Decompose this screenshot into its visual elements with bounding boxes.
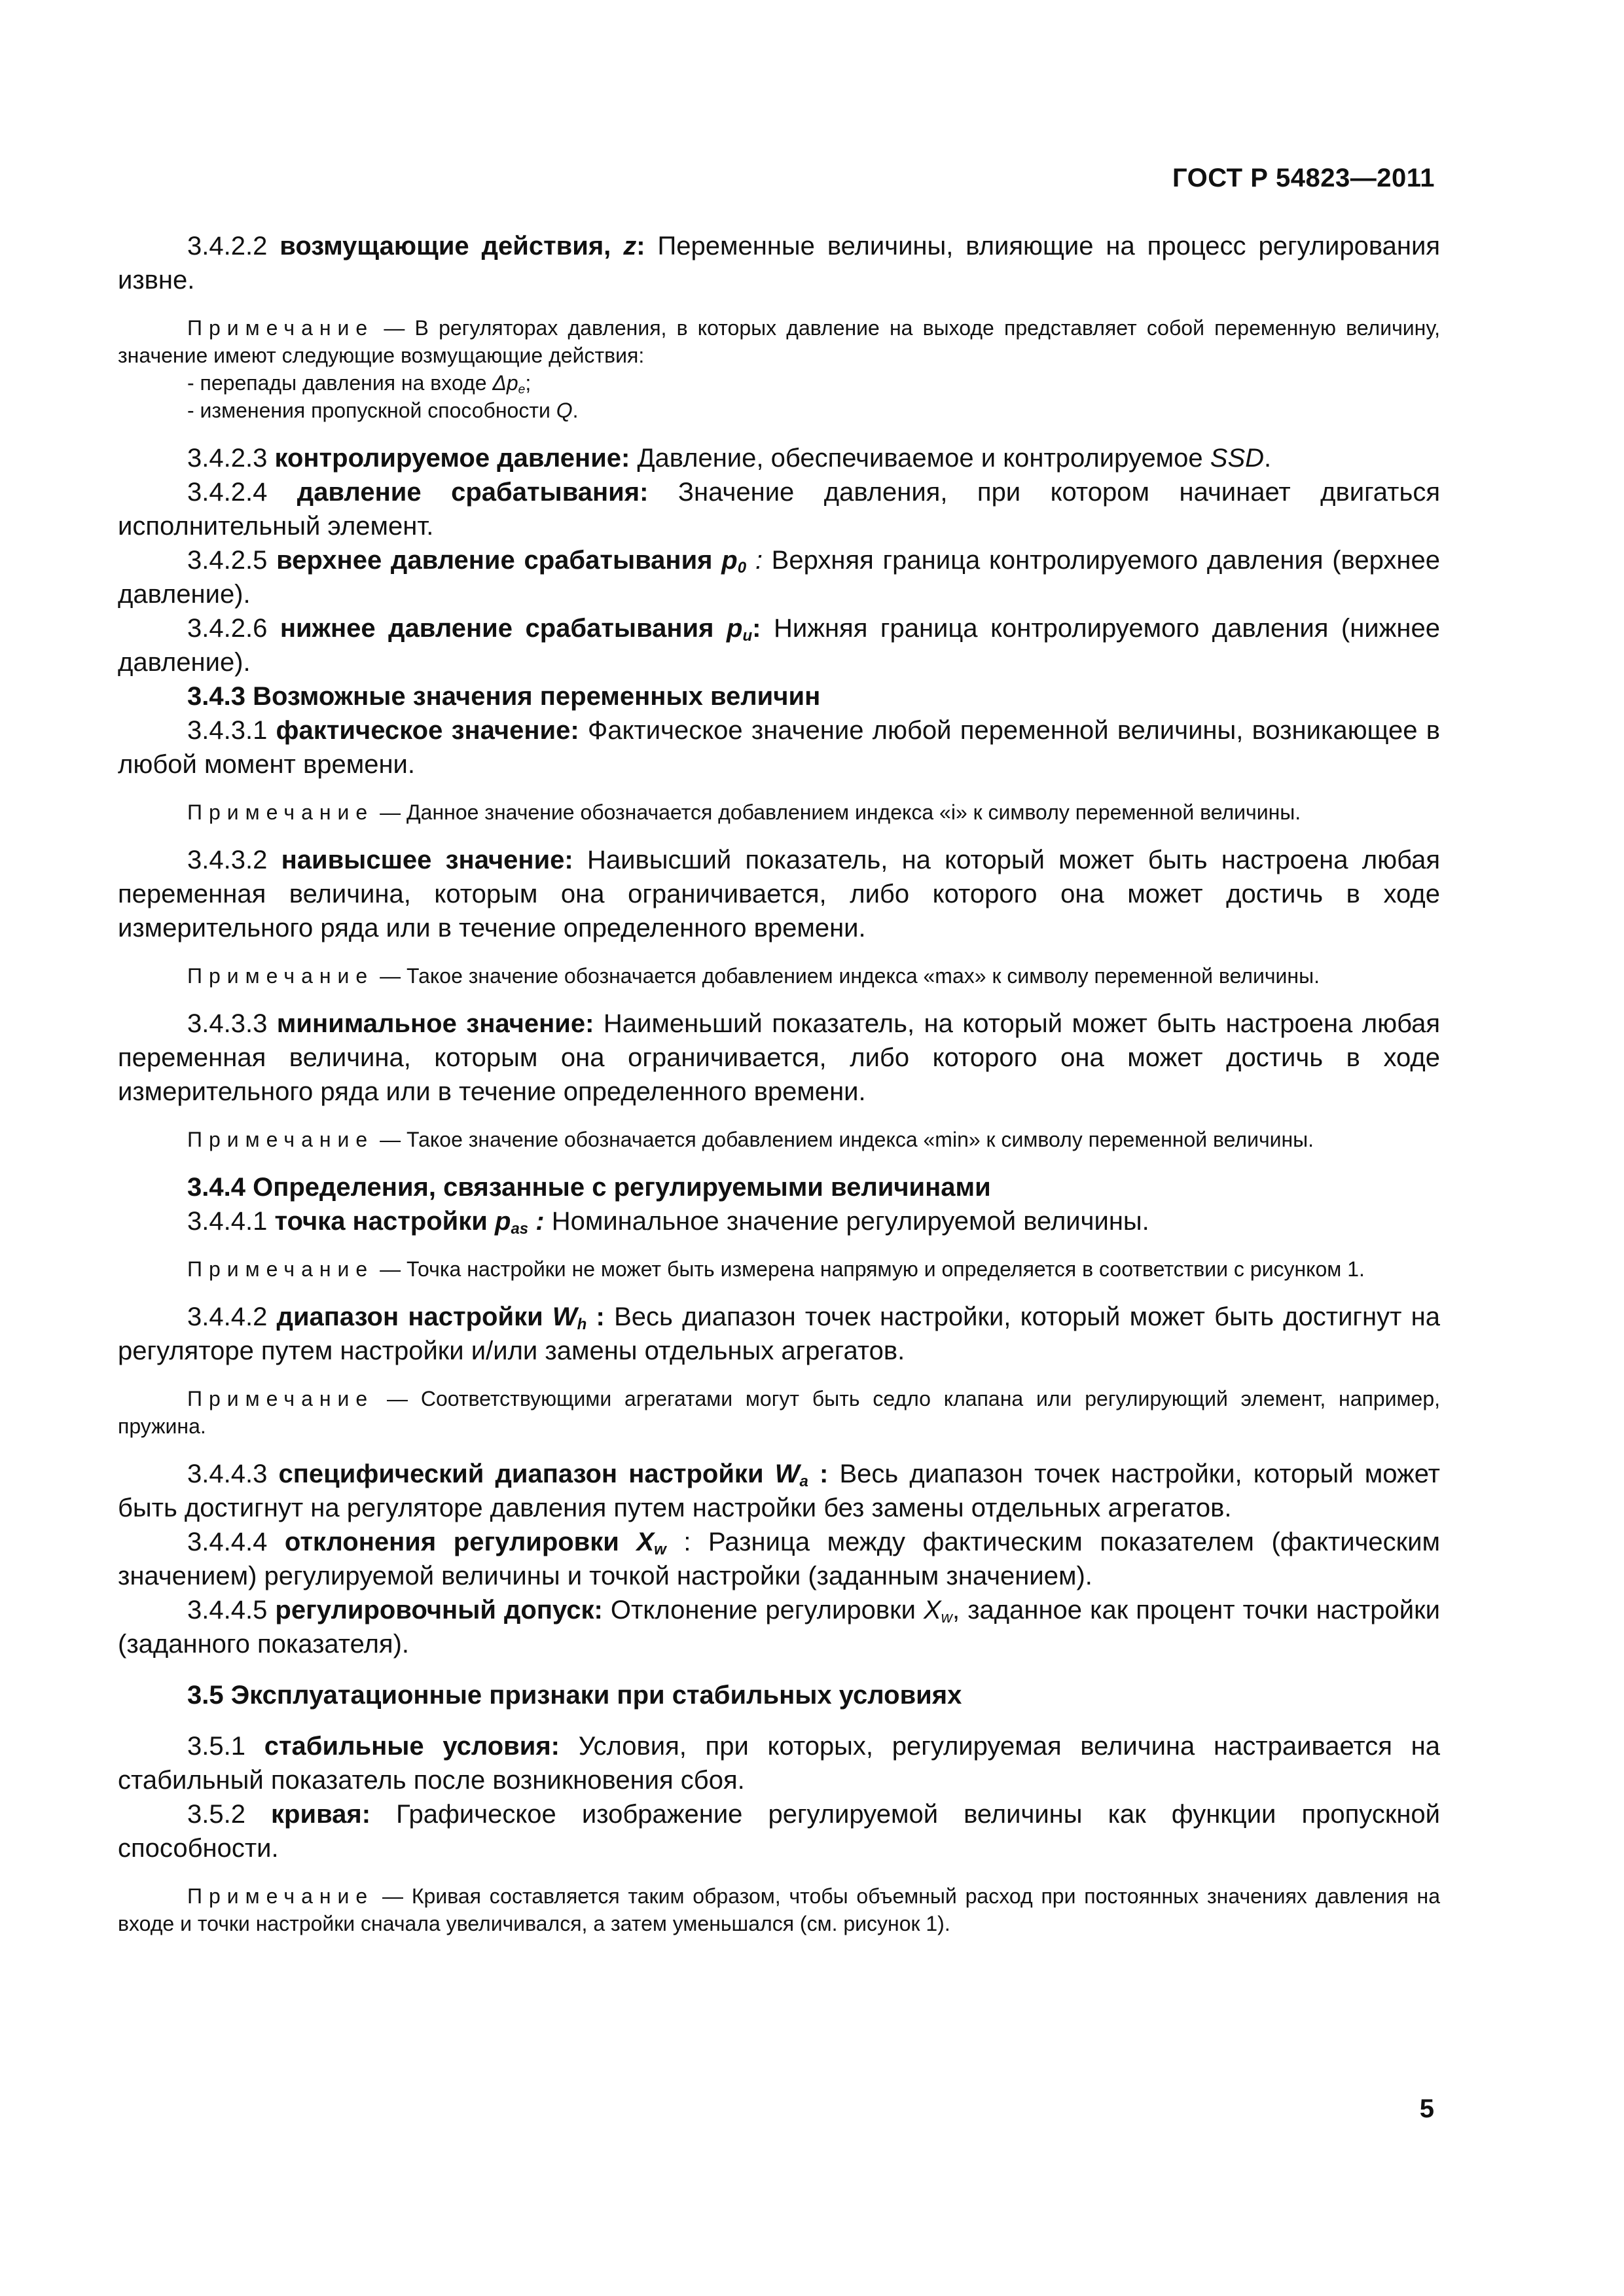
definition-text: Графическое изображение регулируемой величины как функции пропускной способности. (118, 1800, 1440, 1863)
term: контролируемое давление: (274, 444, 630, 473)
clause-3-4-4-4: 3.4.4.4 отклонения регулировки $X_w$ : Разница между фактическим показателем (фактическим значением) регулируемой величины и точкой настройки (заданным значением). (118, 1528, 1440, 1590)
definition-text: Условия, при которых, регулируемая величина настраивается на стабильный показатель после возникновения сбоя. (118, 1732, 1440, 1795)
term: стабильные условия: (264, 1732, 560, 1761)
clause-3-4-2-5: 3.4.2.5 верхнее давление срабатывания $p_0$ : Верхняя граница контролируемого давления (верхнее давление). (118, 546, 1440, 609)
clause-number: 3.4.4.5 (187, 1596, 268, 1624)
term: верхнее давление срабатывания (276, 546, 713, 575)
definition-text: Нижняя граница контролируемого давления (нижнее давление). (118, 614, 1440, 677)
definition-text: Фактическое значение любой переменной величины, возникающее в любой момент времени. (118, 716, 1440, 779)
clause-number: 3.4.4.2 (187, 1302, 268, 1331)
term-symbol: p (727, 614, 743, 643)
note-label: Примечание (187, 1884, 374, 1908)
note-text: — В регуляторах давления, в которых давление на выходе представляет собой переменную величину, значение имеют следующие возмущающие действия: (118, 316, 1440, 367)
note-3-4-3-3 (118, 1126, 1440, 1153)
section-heading-3-4-4: 3.4.4 Определения, связанные с регулируемыми величинами (187, 1173, 991, 1202)
section-heading-3-4-3: 3.4.3 Возможные значения переменных величин (187, 682, 821, 711)
note-list-item: - перепады давления на входе $\Delta p_e$; (187, 371, 532, 397)
term-symbol: X (636, 1528, 655, 1556)
definition-text: Весь диапазон точек настройки, который может быть достигнут на регуляторе путем настройки и/или замены отдельных агрегатов. (118, 1302, 1440, 1365)
clause-3-5-1 (118, 1729, 1440, 1797)
definition-text: Значение давления, при котором начинает двигаться исполнительный элемент. (118, 478, 1440, 541)
note-label: Примечание (187, 964, 374, 988)
definition-text: Разница между фактическим показателем (фактическим значением) регулируемой величины и точкой настройки (заданным значением). (118, 1528, 1440, 1590)
clause-3-4-4-3: 3.4.4.3 специфический диапазон настройки $W_a$ : Весь диапазон точек настройки, который может быть достигнут на регуляторе давления путем настройки без замены отдельных агрегатов. (118, 1460, 1440, 1522)
note-text: — Такое значение обозначается добавлением индекса «max» к символу переменной величины. (374, 964, 1320, 988)
clause-number: 3.4.2.5 (187, 546, 268, 575)
clause-3-4-3-3 (118, 1007, 1440, 1109)
term: минимальное значение: (276, 1009, 594, 1038)
clause-number: 3.4.2.3 (187, 444, 268, 473)
note-text: — Такое значение обозначается добавлением индекса «min» к символу переменной величины. (374, 1128, 1314, 1151)
term: отклонения регулировки (284, 1528, 619, 1556)
clause-number: 3.4.2.6 (187, 614, 268, 643)
document-code: ГОСТ Р 54823—2011 (1172, 164, 1435, 192)
note-label: Примечание (187, 1387, 374, 1410)
term-symbol: W (774, 1460, 800, 1488)
clause-3-4-2-4 (118, 475, 1440, 543)
note-text: — Кривая составляется таким образом, чтобы объемный расход при постоянных значениях давления на входе и точки настройки сначала увеличивался, а затем уменьшался (см. рисунок 1). (118, 1884, 1440, 1935)
definition-text: Переменные величины, влияющие на процесс регулирования извне. (118, 232, 1440, 295)
definition-text: Наивысший показатель, на который может быть настроена любая переменная величина, которым она ограничивается, либо которого она может достичь в ходе измерительного ряда или в течение определенного времени. (118, 846, 1440, 942)
clause-number: 3.4.4.3 (187, 1460, 268, 1488)
definition-text: Верхняя граница контролируемого давления (верхнее давление). (118, 546, 1440, 609)
term-symbol: W (552, 1302, 577, 1331)
definition-text: Наименьший показатель, на который может быть настроена любая переменная величина, которым она ограничивается, либо которого она может достичь в ходе измерительного ряда или в течение определенного времени. (118, 1009, 1440, 1106)
term-symbol: p (721, 546, 738, 575)
term-colon: : (636, 232, 645, 260)
note-3-4-4-2 (118, 1385, 1440, 1440)
term: точка настройки (274, 1207, 488, 1236)
note-text: — Точка настройки не может быть измерена напрямую и определяется в соответствии с рисунком 1. (374, 1257, 1365, 1281)
note-text: — Данное значение обозначается добавлением индекса «i» к символу переменной величины. (374, 800, 1301, 824)
clause-3-4-2-2 (118, 229, 1440, 297)
clause-3-4-4-5: 3.4.4.5 регулировочный допуск: Отклонение регулировки $X_w$, заданное как процент точки настройки (заданного показателя). (118, 1596, 1440, 1659)
note-3-4-4-1 (118, 1255, 1440, 1283)
term-symbol: p (495, 1207, 511, 1236)
note-label: Примечание (187, 1257, 374, 1281)
term: регулировочный допуск: (275, 1596, 603, 1624)
term-symbol: SSD (1210, 444, 1265, 473)
clause-number: 3.4.2.2 (187, 232, 268, 260)
term: кривая: (271, 1800, 371, 1829)
note-label: Примечание (187, 316, 374, 340)
clause-3-4-2-3: 3.4.2.3 контролируемое давление: Давление, обеспечиваемое и контролируемое SSD. (187, 444, 1272, 473)
document-body (118, 229, 1440, 1954)
clause-number: 3.4.4.4 (187, 1528, 268, 1556)
term: фактическое значение: (276, 716, 579, 745)
clause-3-4-2-6: 3.4.2.6 нижнее давление срабатывания $p_u$: Нижняя граница контролируемого давления (нижнее давление). (118, 614, 1440, 677)
section-heading-3-5: 3.5 Эксплуатационные признаки при стабильных условиях (187, 1681, 962, 1710)
term: возмущающие действия, (280, 232, 611, 260)
clause-3-4-4-1: 3.4.4.1 точка настройки $p_{as}$ : Номинальное значение регулируемой величины. (187, 1207, 1149, 1238)
term-symbol: z (623, 232, 637, 260)
term: диапазон настройки (276, 1302, 543, 1331)
clause-3-4-3-2 (118, 843, 1440, 945)
clause-number: 3.4.3.3 (187, 1009, 268, 1038)
note-label: Примечание (187, 1128, 374, 1151)
clause-number: 3.4.4.1 (187, 1207, 268, 1236)
note-text: — Соответствующими агрегатами могут быть седло клапана или регулирующий элемент, например, пружина. (118, 1387, 1440, 1438)
note-3-4-3-1 (118, 798, 1440, 826)
note-list-item: - изменения пропускной способности Q. (187, 399, 579, 422)
clause-number: 3.4.2.4 (187, 478, 268, 507)
term: наивысшее значение: (281, 846, 573, 874)
note-3-4-3-2 (118, 962, 1440, 990)
clause-number: 3.4.3.1 (187, 716, 268, 745)
clause-3-4-3-1 (118, 713, 1440, 781)
page-number: 5 (1419, 2094, 1434, 2123)
clause-3-5-2 (118, 1797, 1440, 1865)
term: давление срабатывания: (297, 478, 649, 507)
clause-number: 3.5.2 (187, 1800, 245, 1829)
note-3-4-2-2 (118, 314, 1440, 424)
clause-number: 3.5.1 (187, 1732, 245, 1761)
clause-number: 3.4.3.2 (187, 846, 268, 874)
term: нижнее давление срабатывания (280, 614, 714, 643)
term: специфический диапазон настройки (278, 1460, 764, 1488)
clause-3-4-4-2: 3.4.4.2 диапазон настройки $W_h$ : Весь диапазон точек настройки, который может быть достигнут на регуляторе путем настройки и/или замены отдельных агрегатов. (118, 1302, 1440, 1365)
definition-text: Весь диапазон точек настройки, который может быть достигнут на регуляторе давления путем настройки без замены отдельных агрегатов. (118, 1460, 1440, 1522)
note-3-5-2 (118, 1882, 1440, 1937)
note-label: Примечание (187, 800, 374, 824)
term-symbol: X (923, 1596, 941, 1624)
definition-text: Номинальное значение регулируемой величины. (544, 1207, 1149, 1236)
